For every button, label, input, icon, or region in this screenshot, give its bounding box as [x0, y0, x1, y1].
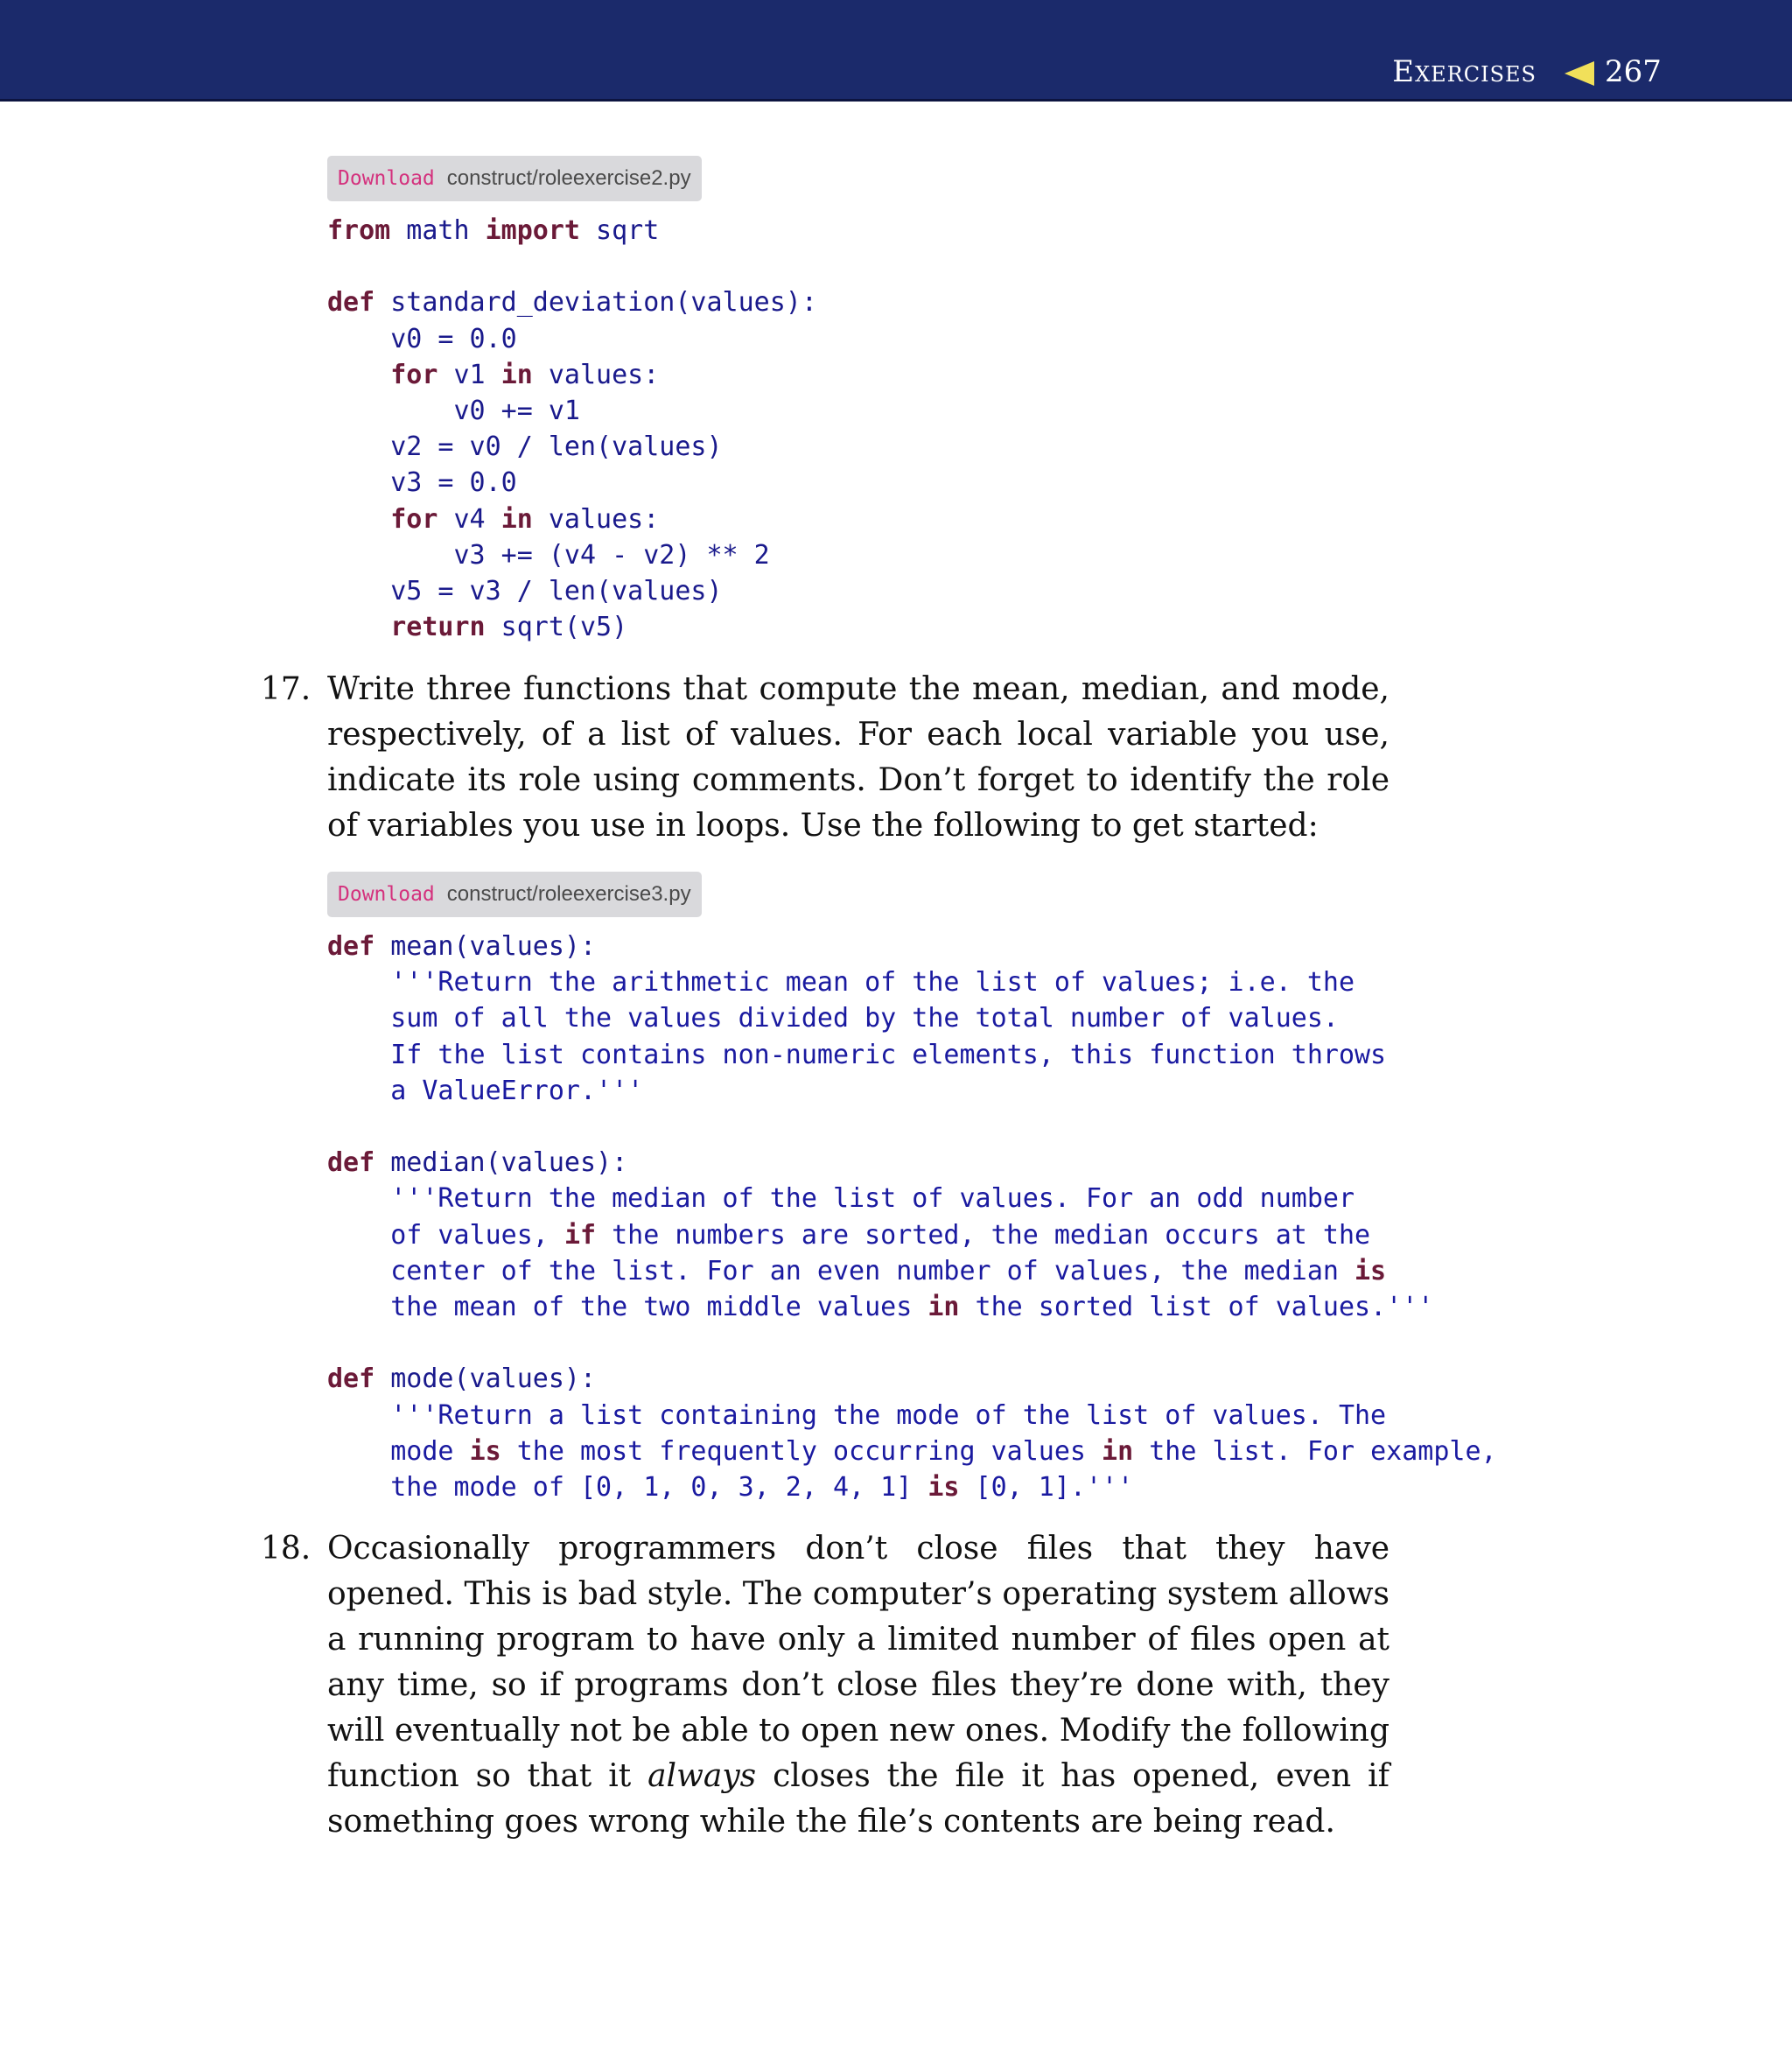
docstring-text: of values,	[327, 1219, 564, 1251]
code-keyword: is	[928, 1472, 960, 1504]
exercise-text: Write three functions that compute the mean, median, and mode, respectively, of a list of values. For each local variable you use, indicate its role using comments. Don’t forget to identify the role of variables you use in loops. Use the following to get started:	[327, 671, 1390, 844]
code-indent	[327, 504, 390, 535]
code-keyword: in	[500, 503, 533, 535]
page-header	[0, 0, 1792, 102]
docstring-line: '''Return a list containing the mode of the list of values. The	[327, 1399, 1387, 1431]
exercise-17	[261, 667, 1390, 849]
code-keyword: def	[327, 1147, 375, 1179]
download-tab-roleexercise2[interactable]	[327, 156, 702, 201]
download-file-path: construct/roleexercise2.py	[446, 166, 691, 190]
code-line: v3 += (v4 - v2) ** 2	[327, 539, 770, 571]
code-text: values:	[532, 359, 660, 390]
code-keyword: in	[928, 1292, 960, 1323]
exercise-number: 18.	[261, 1531, 312, 1567]
exercise-18	[261, 1526, 1390, 1845]
code-keyword: import	[485, 215, 580, 246]
download-link[interactable]: Download	[338, 883, 435, 906]
code-keyword: is	[469, 1435, 501, 1467]
docstring-text: center of the list. For an even number of values, the median	[327, 1255, 1354, 1286]
docstring-text: the most frequently occurring values	[500, 1435, 1102, 1467]
code-indent	[327, 360, 390, 390]
running-head-title: Exercises	[1392, 54, 1536, 89]
code-keyword: for	[390, 359, 438, 390]
docstring-line: sum of all the values divided by the total number of values.	[327, 1003, 1339, 1034]
docstring-text: the mean of the two middle values	[327, 1292, 928, 1323]
code-line: v2 = v0 / len(values)	[327, 431, 723, 463]
exercise-text-part: Occasionally programmers don’t close files that they have opened. This is bad style. The computer’s operating system allows a running program to have only a limited number of files open at any time, so if programs don’t close files they’re done with, they will eventually not be able to open new ones. Modify the following function so that it	[327, 1531, 1390, 1794]
code-keyword: def	[327, 1363, 375, 1395]
code-text: v4	[438, 503, 501, 535]
docstring-text: [0, 1].'''	[959, 1472, 1134, 1504]
docstring-text: the sorted list of values.'''	[959, 1292, 1434, 1323]
code-listing-mean-median-mode	[327, 929, 1497, 1505]
docstring-text: the list. For example,	[1133, 1435, 1497, 1467]
code-indent	[327, 612, 390, 642]
exercise-text-part: closes the file it has opened, even if something goes wrong while the file’s contents are being read.	[327, 1758, 1390, 1840]
code-text: sqrt(v5)	[485, 612, 628, 643]
code-line: v3 = 0.0	[327, 467, 517, 499]
left-triangle-icon	[1564, 61, 1594, 86]
code-text: v1	[438, 359, 501, 390]
exercise-number: 17.	[261, 671, 312, 707]
download-file-path: construct/roleexercise3.py	[446, 882, 691, 906]
code-text: sqrt	[580, 215, 660, 246]
code-keyword: for	[390, 503, 438, 535]
download-tab-roleexercise3[interactable]	[327, 872, 702, 917]
code-keyword: is	[1354, 1255, 1387, 1286]
code-keyword: def	[327, 931, 375, 962]
docstring-text: the mode of [0, 1, 0, 3, 2, 4, 1]	[327, 1472, 928, 1504]
code-keyword: return	[390, 612, 486, 643]
code-line: v0 += v1	[327, 396, 580, 427]
exercise-text	[327, 1526, 1390, 1845]
docstring-text: the numbers are sorted, the median occurs at the	[596, 1219, 1371, 1251]
code-keyword: from	[327, 215, 391, 246]
code-listing-standard-deviation	[327, 213, 817, 645]
code-keyword: in	[500, 359, 533, 390]
docstring-line: '''Return the arithmetic mean of the list of values; i.e. the	[327, 967, 1354, 999]
code-text: values:	[532, 503, 660, 535]
docstring-text: mode	[327, 1435, 470, 1467]
code-line: v0 = 0.0	[327, 323, 517, 354]
code-line: v5 = v3 / len(values)	[327, 576, 723, 607]
code-text: mean(values):	[374, 931, 597, 962]
emphasized-word: always	[648, 1758, 757, 1794]
code-text: standard_deviation(values):	[374, 287, 817, 319]
page-number: 267	[1605, 54, 1662, 89]
code-text: mode(values):	[374, 1363, 597, 1395]
code-keyword: in	[1102, 1435, 1134, 1467]
docstring-line: '''Return the median of the list of values. For an odd number	[327, 1183, 1354, 1215]
download-link[interactable]: Download	[338, 167, 435, 190]
docstring-line: If the list contains non-numeric elements, this function throws	[327, 1039, 1387, 1070]
docstring-line: a ValueError.'''	[327, 1075, 644, 1106]
code-text: median(values):	[374, 1147, 628, 1179]
code-keyword: if	[564, 1219, 597, 1251]
code-text: math	[390, 215, 486, 246]
code-keyword: def	[327, 287, 375, 319]
